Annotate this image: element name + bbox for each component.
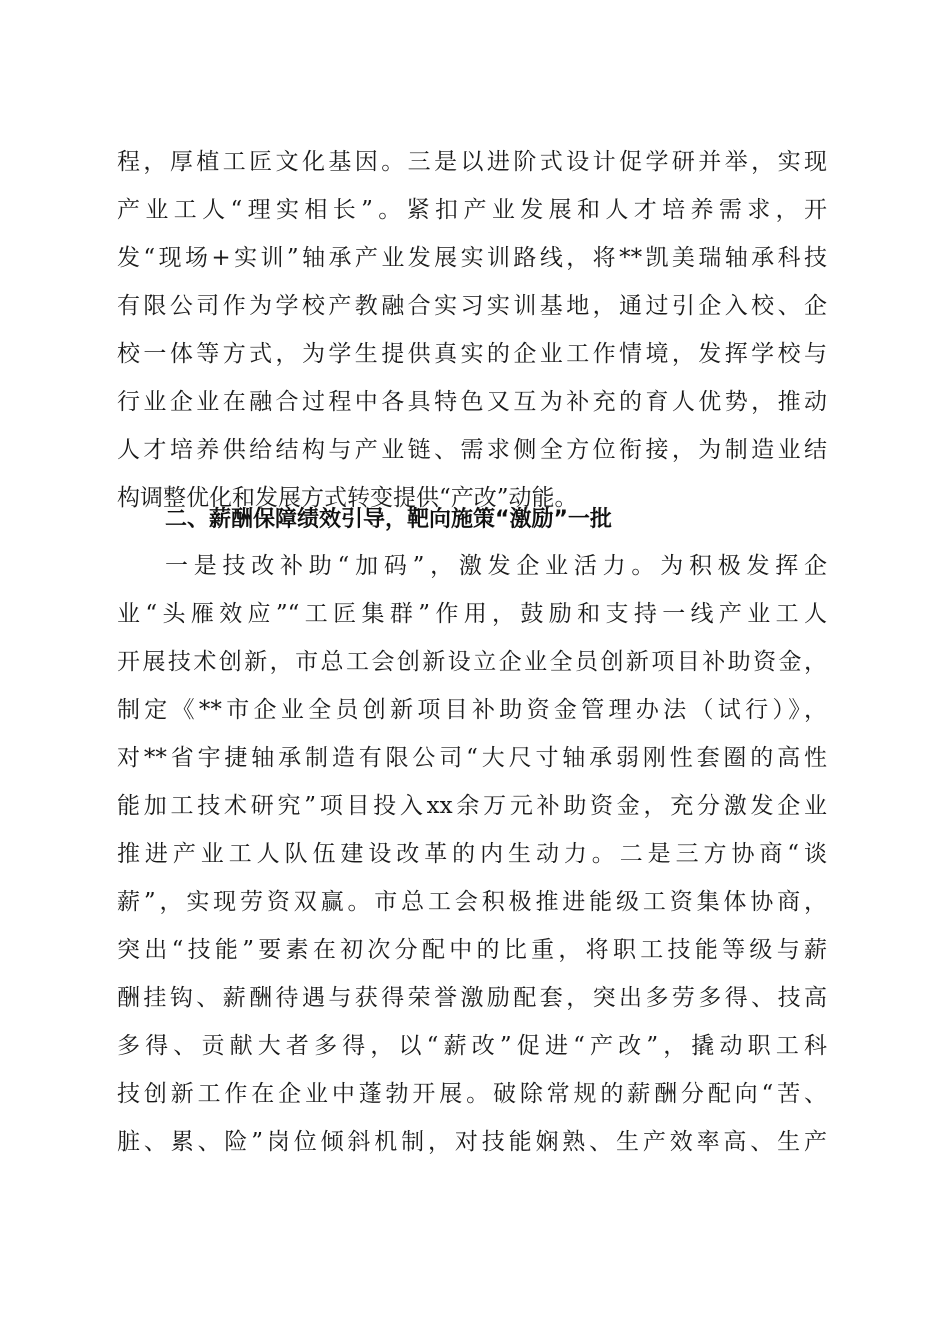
paragraph-2-line-3: 开展技术创新，市总工会创新设立企业全员创新项目补助资金， — [117, 649, 827, 675]
paragraph-1-line-4: 有限公司作为学校产教融合实习实训基地，通过引企入校、企 — [117, 293, 827, 319]
paragraph-2-line-4: 制定《**市企业全员创新项目补助资金管理办法（试行）》， — [117, 697, 827, 723]
paragraph-2-line-5: 对**省宇捷轴承制造有限公司“大尺寸轴承弱刚性套圈的高性 — [117, 745, 827, 771]
paragraph-2-line-7: 推进产业工人队伍建设改革的内生动力。二是三方协商“谈 — [117, 841, 827, 867]
paragraph-1-line-5: 校一体等方式，为学生提供真实的企业工作情境，发挥学校与 — [117, 341, 827, 367]
paragraph-1-line-6: 行业企业在融合过程中各具特色又互为补充的育人优势，推动 — [117, 389, 827, 415]
paragraph-2-line-2: 业“头雁效应”“工匠集群”作用，鼓励和支持一线产业工人 — [117, 601, 827, 627]
paragraph-2-line-9: 突出“技能”要素在初次分配中的比重，将职工技能等级与薪 — [117, 937, 827, 963]
paragraph-2-line-13: 脏、累、险”岗位倾斜机制，对技能娴熟、生产效率高、生产 — [117, 1129, 827, 1155]
paragraph-1-line-3: 发“现场+实训”轴承产业发展实训路线，将**凯美瑞轴承科技 — [117, 245, 827, 271]
paragraph-2-line-11: 多得、贡献大者多得，以“薪改”促进“产改”，撬动职工科 — [117, 1033, 827, 1059]
paragraph-2-line-1: 一是技改补助“加码”，激发企业活力。为积极发挥企 — [165, 553, 827, 579]
paragraph-1-line-8: 构调整优化和发展方式转变提供“产改”动能。 — [117, 485, 578, 511]
paragraph-1-line-2: 产业工人“理实相长”。紧扣产业发展和人才培养需求，开 — [117, 197, 827, 223]
paragraph-2-line-8: 薪”，实现劳资双赢。市总工会积极推进能级工资集体协商， — [117, 889, 827, 915]
paragraph-2-line-10: 酬挂钩、薪酬待遇与获得荣誉激励配套，突出多劳多得、技高 — [117, 985, 827, 1011]
paragraph-2-line-6: 能加工技术研究”项目投入xx余万元补助资金，充分激发企业 — [117, 793, 827, 819]
section-heading: 二、薪酬保障绩效引导，靶向施策“激励”一批 — [165, 507, 612, 532]
paragraph-1-line-7: 人才培养供给结构与产业链、需求侧全方位衔接，为制造业结 — [117, 437, 827, 463]
paragraph-1-line-1: 程，厚植工匠文化基因。三是以进阶式设计促学研并举，实现 — [117, 149, 827, 175]
paragraph-2-line-12: 技创新工作在企业中蓬勃开展。破除常规的薪酬分配向“苦、 — [117, 1081, 827, 1107]
